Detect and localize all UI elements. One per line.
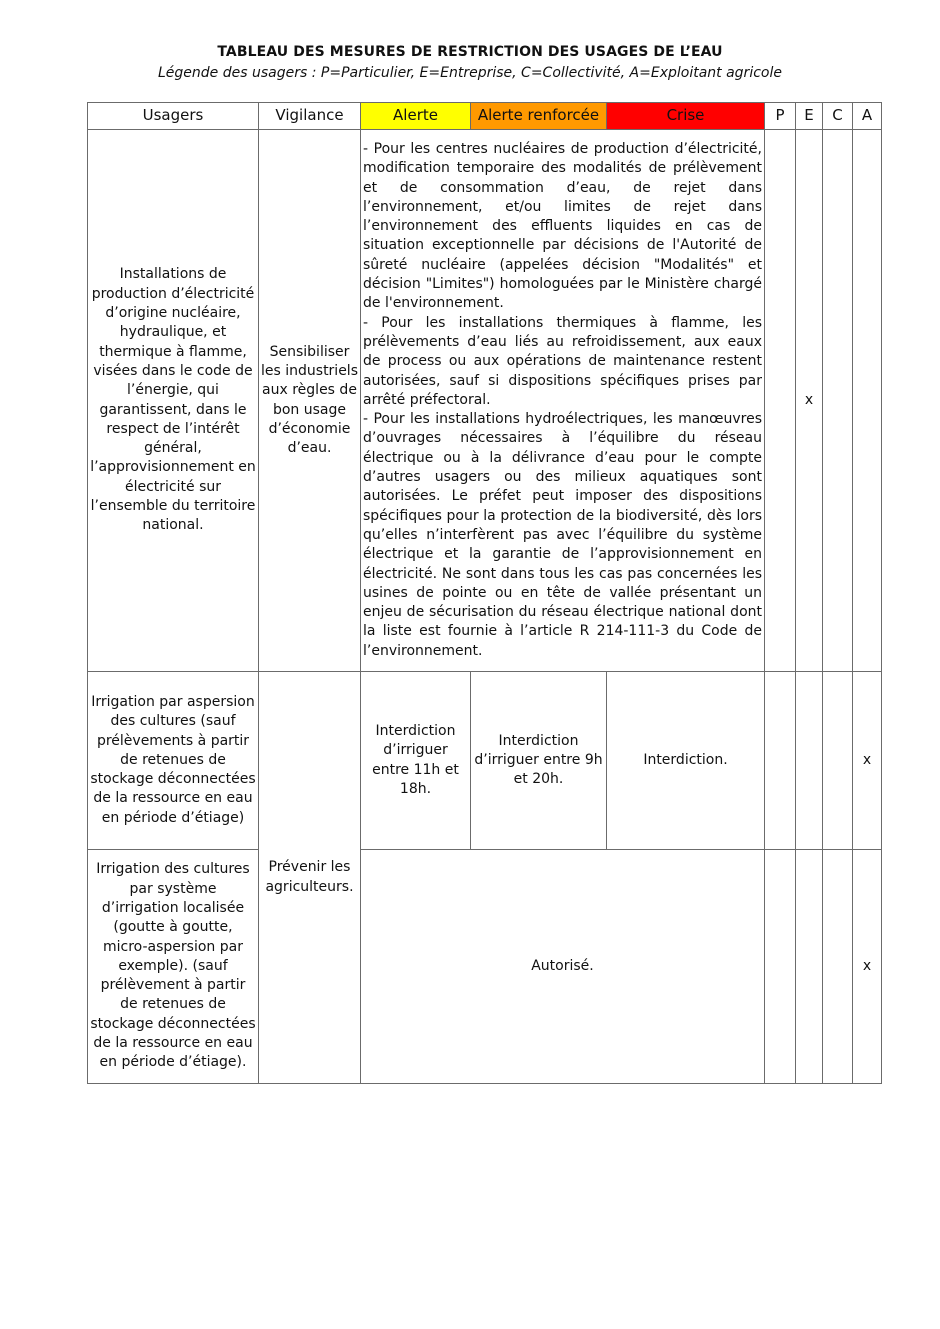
p-mark xyxy=(765,672,796,850)
crise-cell: Interdiction. xyxy=(607,672,765,850)
c-mark xyxy=(823,130,853,672)
header-alerte-renforcee: Alerte renforcée xyxy=(471,103,607,130)
page-legend: Légende des usagers : P=Particulier, E=Entreprise, C=Collectivité, A=Exploitant agricole xyxy=(158,65,782,81)
table-row xyxy=(88,672,882,850)
header-crise: Crise xyxy=(607,103,765,130)
header-e: E xyxy=(796,103,823,130)
alerte-cell: Interdiction d’irriguer entre 11h et 18h. xyxy=(361,672,471,850)
usagers-cell: Installations de production d’électricité d’origine nucléaire, hydraulique, et thermique à flamme, visées dans le code de l’énergie, qui garantissent, dans le respect de l’intérêt général, l’approvisionnement en électricité sur l’ensemble du territoire national. xyxy=(88,130,259,672)
usagers-cell: Irrigation par aspersion des cultures (sauf prélèvements à partir de retenues de stockage déconnectées de la ressource en eau en période d’étiage) xyxy=(88,672,259,850)
p-mark xyxy=(765,850,796,1084)
measures-cell: Autorisé. xyxy=(361,850,765,1084)
a-mark: x xyxy=(853,850,882,1084)
p-mark xyxy=(765,130,796,672)
header-row xyxy=(88,103,882,130)
vigilance-cell: Sensibiliser les industriels aux règles de bon usage d’économie d’eau. xyxy=(259,130,361,672)
e-mark: x xyxy=(796,130,823,672)
e-mark xyxy=(796,850,823,1084)
measure-paragraph: - Pour les centres nucléaires de production d’électricité, modification temporaire des modalités de prélèvement et de consommation d’eau, de rejet dans l’environnement, et/ou limites de rejet dans l’environnement des effluents liquides en cas de situation exceptionnelle par décisions de l'Autorité de sûreté nucléaire (appelées décision "Modalités" et décision "Limites") homologuées par le Ministère chargé de l'environnement. xyxy=(363,140,762,312)
header-a: A xyxy=(853,103,882,130)
c-mark xyxy=(823,850,853,1084)
c-mark xyxy=(823,672,853,850)
measure-paragraph: - Pour les installations thermiques à flamme, les prélèvements d’eau liés au refroidissement, aux eaux de process ou aux opérations de maintenance restent autorisées, sauf si dispositions spécifiques prises par arrêté préfectoral. xyxy=(363,314,762,408)
header-vigilance: Vigilance xyxy=(259,103,361,130)
e-mark xyxy=(796,672,823,850)
a-mark: x xyxy=(853,672,882,850)
alerte-renforcee-cell: Interdiction d’irriguer entre 9h et 20h. xyxy=(471,672,607,850)
page-title: TABLEAU DES MESURES DE RESTRICTION DES USAGES DE L’EAU xyxy=(217,44,723,60)
table-row xyxy=(88,130,882,672)
header-alerte: Alerte xyxy=(361,103,471,130)
header-p: P xyxy=(765,103,796,130)
measure-paragraph: - Pour les installations hydroélectriques, les manœuvres d’ouvrages nécessaires à l’équilibre du réseau électrique ou à la délivrance d’eau pour le compte d’autres usagers ou des milieux aquatiques sont autorisées. Le préfet peut imposer des dispositions spécifiques pour la protection de la biodiversité, dès lors qu’elles n’interfèrent pas avec l’équilibre du système électrique et la garantie de l’approvisionnement en électricité. Ne sont dans tous les cas pas concernées les usines de pointe ou en tête de vallée présentant un enjeu de sécurisation du réseau électrique national dont la liste est fournie à l’article R 214-111-3 du Code de l’environnement. xyxy=(363,411,762,659)
vigilance-cell: Prévenir les agriculteurs. xyxy=(259,672,361,1084)
usagers-cell: Irrigation des cultures par système d’irrigation localisée (goutte à goutte, micro-aspersion par exemple). (sauf prélèvement à partir de retenues de stockage déconnectées de la ressource en eau en période d’étiage). xyxy=(88,850,259,1084)
a-mark xyxy=(853,130,882,672)
table-row xyxy=(88,850,882,1084)
measures-cell xyxy=(361,130,765,672)
header-usagers: Usagers xyxy=(88,103,259,130)
header-c: C xyxy=(823,103,853,130)
restrictions-table xyxy=(87,102,882,1084)
